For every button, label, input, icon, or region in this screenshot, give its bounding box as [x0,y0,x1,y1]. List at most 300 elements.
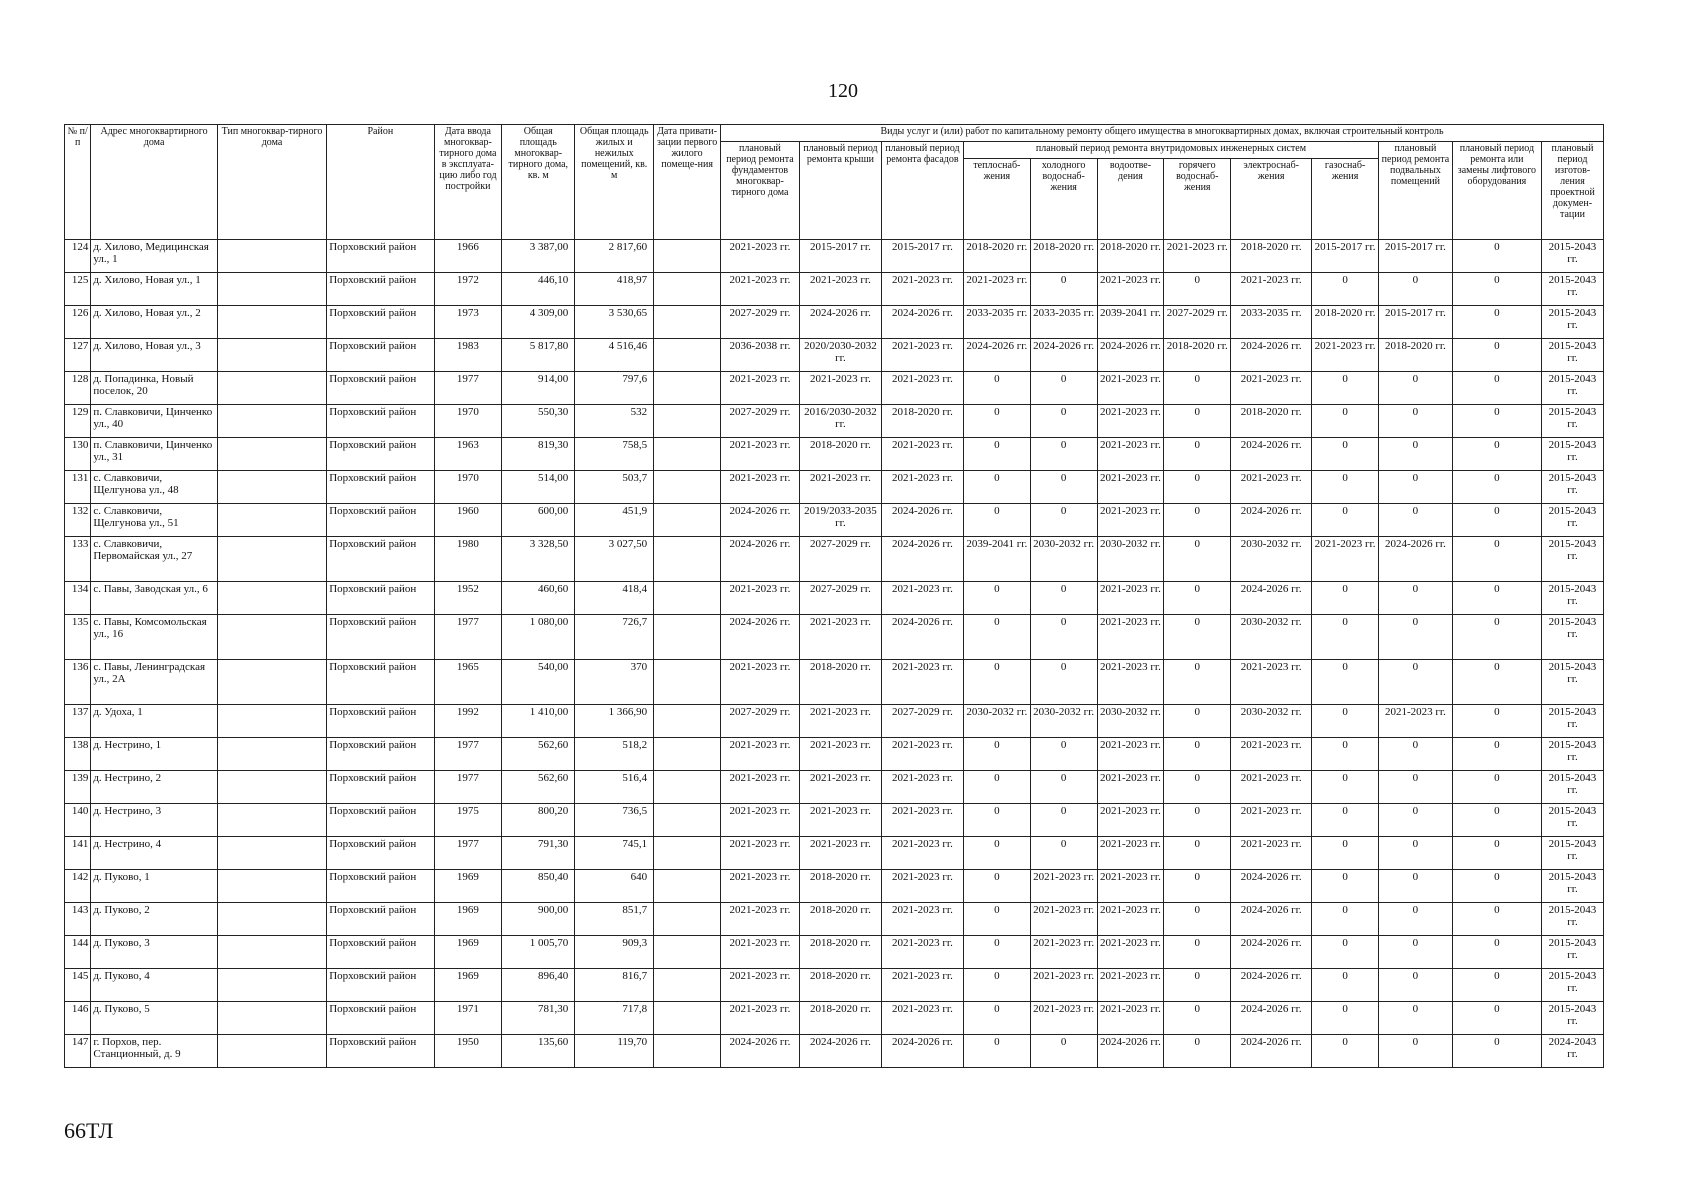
cell-design-docs: 2015-2043 гг. [1541,804,1603,837]
cell-sewerage: 2024-2026 гг. [1097,1035,1164,1068]
cell-address: д. Пуково, 2 [91,903,218,936]
cell-facade: 2021-2023 гг. [881,273,963,306]
cell-year: 1977 [434,738,502,771]
cell-living-area: 3 530,65 [575,306,654,339]
cell-cold-water: 0 [1030,837,1097,870]
cell-privatization [654,969,721,1002]
cell-cold-water: 0 [1030,738,1097,771]
cell-num: 144 [65,936,91,969]
cell-living-area: 816,7 [575,969,654,1002]
cell-privatization [654,405,721,438]
cell-year: 1972 [434,273,502,306]
cell-num: 138 [65,738,91,771]
cell-facade: 2021-2023 гг. [881,804,963,837]
cell-design-docs: 2015-2043 гг. [1541,738,1603,771]
cell-cold-water: 2021-2023 гг. [1030,969,1097,1002]
cell-roof: 2021-2023 гг. [799,615,881,660]
cell-num: 140 [65,804,91,837]
cell-living-area: 851,7 [575,903,654,936]
cell-total-area: 900,00 [502,903,575,936]
cell-total-area: 562,60 [502,771,575,804]
cell-privatization [654,804,721,837]
table-row [65,504,1604,537]
cell-gas: 0 [1312,471,1379,504]
cell-basement: 0 [1378,615,1452,660]
cell-heating: 0 [963,504,1030,537]
header-address: Адрес многоквартирного дома [91,125,218,240]
cell-district: Порховский район [327,969,434,1002]
cell-basement: 0 [1378,660,1452,705]
cell-hot-water: 0 [1164,615,1231,660]
cell-foundation: 2021-2023 гг. [720,771,799,804]
cell-district: Порховский район [327,438,434,471]
cell-heating: 0 [963,837,1030,870]
cell-gas: 0 [1312,903,1379,936]
cell-year: 1970 [434,471,502,504]
table-row [65,969,1604,1002]
cell-house-type [217,870,326,903]
cell-design-docs: 2015-2043 гг. [1541,339,1603,372]
cell-elevator: 0 [1452,870,1541,903]
cell-hot-water: 0 [1164,771,1231,804]
cell-facade: 2021-2023 гг. [881,837,963,870]
cell-foundation: 2021-2023 гг. [720,660,799,705]
cell-roof: 2018-2020 гг. [799,969,881,1002]
cell-privatization [654,903,721,936]
cell-address: с. Павы, Комсомольская ул., 16 [91,615,218,660]
cell-electricity: 2024-2026 гг. [1231,504,1312,537]
cell-facade: 2027-2029 гг. [881,705,963,738]
cell-foundation: 2027-2029 гг. [720,306,799,339]
cell-electricity: 2024-2026 гг. [1231,936,1312,969]
cell-living-area: 1 366,90 [575,705,654,738]
cell-heating: 0 [963,582,1030,615]
cell-num: 145 [65,969,91,1002]
cell-basement: 2024-2026 гг. [1378,537,1452,582]
header-total-area: Общая площадь многоквар-тирного дома, кв. м [502,125,575,240]
cell-basement: 0 [1378,969,1452,1002]
cell-privatization [654,339,721,372]
cell-num: 136 [65,660,91,705]
table-row [65,870,1604,903]
cell-hot-water: 0 [1164,504,1231,537]
cell-sewerage: 2021-2023 гг. [1097,471,1164,504]
cell-facade: 2024-2026 гг. [881,1035,963,1068]
cell-num: 126 [65,306,91,339]
cell-roof: 2015-2017 гг. [799,240,881,273]
cell-address: с. Павы, Ленинградская ул., 2А [91,660,218,705]
header-facade: плановый период ремонта фасадов [881,142,963,240]
footer-code: 66ТЛ [64,1118,114,1143]
cell-basement: 0 [1378,471,1452,504]
cell-num: 146 [65,1002,91,1035]
table-row [65,936,1604,969]
cell-year: 1983 [434,339,502,372]
cell-heating: 0 [963,471,1030,504]
cell-roof: 2020/2030-2032 гг. [799,339,881,372]
table-row [65,306,1604,339]
cell-total-area: 4 309,00 [502,306,575,339]
cell-district: Порховский район [327,339,434,372]
cell-cold-water: 0 [1030,660,1097,705]
cell-gas: 0 [1312,936,1379,969]
cell-facade: 2021-2023 гг. [881,372,963,405]
cell-address: д. Нестрино, 3 [91,804,218,837]
cell-total-area: 1 005,70 [502,936,575,969]
cell-foundation: 2021-2023 гг. [720,870,799,903]
cell-electricity: 2021-2023 гг. [1231,771,1312,804]
cell-elevator: 0 [1452,582,1541,615]
cell-privatization [654,936,721,969]
cell-living-area: 640 [575,870,654,903]
cell-year: 1975 [434,804,502,837]
cell-house-type [217,969,326,1002]
cell-num: 132 [65,504,91,537]
cell-house-type [217,471,326,504]
cell-gas: 2018-2020 гг. [1312,306,1379,339]
header-heating: теплоснаб-жения [963,159,1030,240]
cell-num: 134 [65,582,91,615]
cell-privatization [654,1035,721,1068]
cell-foundation: 2021-2023 гг. [720,240,799,273]
cell-facade: 2021-2023 гг. [881,660,963,705]
cell-total-area: 914,00 [502,372,575,405]
cell-heating: 2039-2041 гг. [963,537,1030,582]
cell-living-area: 119,70 [575,1035,654,1068]
table-body [65,240,1604,1068]
cell-house-type [217,273,326,306]
cell-elevator: 0 [1452,771,1541,804]
cell-heating: 2030-2032 гг. [963,705,1030,738]
cell-cold-water: 2030-2032 гг. [1030,705,1097,738]
cell-num: 128 [65,372,91,405]
cell-total-area: 460,60 [502,582,575,615]
cell-hot-water: 0 [1164,438,1231,471]
cell-facade: 2024-2026 гг. [881,615,963,660]
cell-heating: 0 [963,969,1030,1002]
cell-roof: 2021-2023 гг. [799,771,881,804]
cell-house-type [217,582,326,615]
cell-hot-water: 0 [1164,870,1231,903]
cell-privatization [654,1002,721,1035]
cell-sewerage: 2021-2023 гг. [1097,504,1164,537]
cell-facade: 2021-2023 гг. [881,936,963,969]
cell-facade: 2021-2023 гг. [881,339,963,372]
cell-year: 1952 [434,582,502,615]
cell-elevator: 0 [1452,804,1541,837]
cell-electricity: 2024-2026 гг. [1231,582,1312,615]
cell-cold-water: 0 [1030,771,1097,804]
cell-gas: 0 [1312,372,1379,405]
cell-num: 125 [65,273,91,306]
table-row [65,405,1604,438]
cell-total-area: 550,30 [502,405,575,438]
header-cold-water: холодного водоснаб-жения [1030,159,1097,240]
cell-cold-water: 2018-2020 гг. [1030,240,1097,273]
cell-privatization [654,504,721,537]
cell-sewerage: 2030-2032 гг. [1097,705,1164,738]
cell-facade: 2024-2026 гг. [881,537,963,582]
cell-num: 124 [65,240,91,273]
cell-address: д. Пуково, 1 [91,870,218,903]
cell-gas: 0 [1312,804,1379,837]
cell-electricity: 2024-2026 гг. [1231,1002,1312,1035]
cell-electricity: 2033-2035 гг. [1231,306,1312,339]
cell-heating: 0 [963,405,1030,438]
cell-electricity: 2030-2032 гг. [1231,615,1312,660]
cell-foundation: 2027-2029 гг. [720,405,799,438]
cell-cold-water: 0 [1030,471,1097,504]
cell-design-docs: 2015-2043 гг. [1541,936,1603,969]
table-row [65,339,1604,372]
cell-foundation: 2024-2026 гг. [720,615,799,660]
cell-foundation: 2021-2023 гг. [720,804,799,837]
cell-sewerage: 2039-2041 гг. [1097,306,1164,339]
cell-house-type [217,339,326,372]
cell-roof: 2021-2023 гг. [799,804,881,837]
cell-sewerage: 2021-2023 гг. [1097,771,1164,804]
cell-house-type [217,372,326,405]
cell-gas: 0 [1312,273,1379,306]
cell-district: Порховский район [327,240,434,273]
cell-basement: 0 [1378,405,1452,438]
cell-foundation: 2021-2023 гг. [720,582,799,615]
cell-total-area: 600,00 [502,504,575,537]
cell-sewerage: 2021-2023 гг. [1097,372,1164,405]
cell-year: 1960 [434,504,502,537]
cell-living-area: 370 [575,660,654,705]
cell-design-docs: 2015-2043 гг. [1541,471,1603,504]
cell-sewerage: 2030-2032 гг. [1097,537,1164,582]
cell-num: 141 [65,837,91,870]
cell-gas: 0 [1312,504,1379,537]
cell-sewerage: 2018-2020 гг. [1097,240,1164,273]
header-foundation: плановый период ремонта фундаментов многоквар-тирного дома [720,142,799,240]
cell-house-type [217,1035,326,1068]
cell-heating: 0 [963,1035,1030,1068]
cell-year: 1969 [434,969,502,1002]
cell-living-area: 418,97 [575,273,654,306]
cell-hot-water: 0 [1164,804,1231,837]
cell-num: 131 [65,471,91,504]
cell-design-docs: 2015-2043 гг. [1541,660,1603,705]
cell-foundation: 2021-2023 гг. [720,273,799,306]
table-row [65,273,1604,306]
cell-cold-water: 0 [1030,438,1097,471]
cell-roof: 2019/2033-2035 гг. [799,504,881,537]
cell-cold-water: 0 [1030,804,1097,837]
cell-privatization [654,372,721,405]
cell-district: Порховский район [327,705,434,738]
cell-facade: 2015-2017 гг. [881,240,963,273]
cell-total-area: 135,60 [502,1035,575,1068]
cell-hot-water: 0 [1164,936,1231,969]
cell-district: Порховский район [327,771,434,804]
cell-living-area: 726,7 [575,615,654,660]
cell-hot-water: 0 [1164,537,1231,582]
cell-elevator: 0 [1452,240,1541,273]
cell-address: д. Попадинка, Новый поселок, 20 [91,372,218,405]
cell-roof: 2018-2020 гг. [799,660,881,705]
cell-num: 139 [65,771,91,804]
page-number: 120 [828,80,858,102]
table-row [65,771,1604,804]
cell-living-area: 518,2 [575,738,654,771]
header-works-group: Виды услуг и (или) работ по капитальному ремонту общего имущества в многоквартирных домах, включая строительный контроль [720,125,1603,142]
cell-sewerage: 2021-2023 гг. [1097,1002,1164,1035]
cell-privatization [654,771,721,804]
cell-basement: 0 [1378,504,1452,537]
header-living-area: Общая площадь жилых и нежилых помещений, кв. м [575,125,654,240]
cell-cold-water: 2033-2035 гг. [1030,306,1097,339]
cell-design-docs: 2015-2043 гг. [1541,969,1603,1002]
cell-foundation: 2021-2023 гг. [720,372,799,405]
cell-sewerage: 2021-2023 гг. [1097,438,1164,471]
cell-hot-water: 0 [1164,582,1231,615]
table-row [65,804,1604,837]
cell-foundation: 2021-2023 гг. [720,936,799,969]
table-row [65,1035,1604,1068]
cell-living-area: 797,6 [575,372,654,405]
cell-design-docs: 2015-2043 гг. [1541,405,1603,438]
cell-gas: 0 [1312,969,1379,1002]
cell-hot-water: 0 [1164,903,1231,936]
cell-district: Порховский район [327,660,434,705]
cell-cold-water: 2021-2023 гг. [1030,870,1097,903]
cell-cold-water: 2021-2023 гг. [1030,1002,1097,1035]
cell-foundation: 2021-2023 гг. [720,903,799,936]
cell-total-area: 896,40 [502,969,575,1002]
cell-cold-water: 2030-2032 гг. [1030,537,1097,582]
cell-roof: 2021-2023 гг. [799,738,881,771]
cell-sewerage: 2021-2023 гг. [1097,969,1164,1002]
cell-total-area: 446,10 [502,273,575,306]
cell-sewerage: 2021-2023 гг. [1097,273,1164,306]
cell-total-area: 3 387,00 [502,240,575,273]
cell-foundation: 2024-2026 гг. [720,504,799,537]
cell-year: 1965 [434,660,502,705]
cell-heating: 0 [963,660,1030,705]
cell-roof: 2016/2030-2032 гг. [799,405,881,438]
cell-roof: 2021-2023 гг. [799,705,881,738]
cell-heating: 0 [963,372,1030,405]
cell-foundation: 2021-2023 гг. [720,738,799,771]
cell-living-area: 3 027,50 [575,537,654,582]
cell-living-area: 717,8 [575,1002,654,1035]
cell-roof: 2027-2029 гг. [799,582,881,615]
cell-cold-water: 2024-2026 гг. [1030,339,1097,372]
cell-foundation: 2027-2029 гг. [720,705,799,738]
cell-privatization [654,306,721,339]
cell-district: Порховский район [327,615,434,660]
cell-heating: 0 [963,438,1030,471]
cell-year: 1963 [434,438,502,471]
cell-electricity: 2024-2026 гг. [1231,438,1312,471]
header-house-type: Тип многоквар-тирного дома [217,125,326,240]
cell-sewerage: 2021-2023 гг. [1097,804,1164,837]
cell-gas: 0 [1312,615,1379,660]
cell-hot-water: 0 [1164,372,1231,405]
cell-elevator: 0 [1452,969,1541,1002]
cell-basement: 2021-2023 гг. [1378,705,1452,738]
cell-elevator: 0 [1452,471,1541,504]
cell-electricity: 2024-2026 гг. [1231,870,1312,903]
cell-basement: 2015-2017 гг. [1378,240,1452,273]
cell-heating: 0 [963,804,1030,837]
cell-facade: 2021-2023 гг. [881,771,963,804]
cell-year: 1971 [434,1002,502,1035]
cell-elevator: 0 [1452,372,1541,405]
cell-district: Порховский район [327,1035,434,1068]
cell-hot-water: 0 [1164,1035,1231,1068]
cell-sewerage: 2021-2023 гг. [1097,837,1164,870]
cell-num: 129 [65,405,91,438]
cell-house-type [217,738,326,771]
cell-house-type [217,240,326,273]
cell-electricity: 2021-2023 гг. [1231,804,1312,837]
cell-district: Порховский район [327,582,434,615]
cell-design-docs: 2015-2043 гг. [1541,582,1603,615]
cell-address: с. Павы, Заводская ул., 6 [91,582,218,615]
cell-design-docs: 2015-2043 гг. [1541,870,1603,903]
cell-facade: 2021-2023 гг. [881,870,963,903]
cell-house-type [217,903,326,936]
cell-design-docs: 2024-2043 гг. [1541,1035,1603,1068]
cell-gas: 0 [1312,660,1379,705]
header-commissioning: Дата ввода многоквар-тирного дома в эксплуата-цию либо год постройки [434,125,502,240]
table-row [65,660,1604,705]
cell-year: 1977 [434,615,502,660]
cell-elevator: 0 [1452,660,1541,705]
cell-house-type [217,804,326,837]
cell-living-area: 516,4 [575,771,654,804]
cell-heating: 2024-2026 гг. [963,339,1030,372]
cell-address: с. Славковичи, Щелгунова ул., 48 [91,471,218,504]
cell-address: д. Нестрино, 2 [91,771,218,804]
cell-facade: 2024-2026 гг. [881,504,963,537]
cell-house-type [217,504,326,537]
cell-privatization [654,582,721,615]
cell-facade: 2021-2023 гг. [881,1002,963,1035]
cell-district: Порховский район [327,306,434,339]
cell-house-type [217,771,326,804]
cell-design-docs: 2015-2043 гг. [1541,273,1603,306]
cell-roof: 2021-2023 гг. [799,837,881,870]
cell-roof: 2024-2026 гг. [799,1035,881,1068]
cell-gas: 0 [1312,837,1379,870]
cell-privatization [654,537,721,582]
cell-cold-water: 0 [1030,273,1097,306]
cell-foundation: 2024-2026 гг. [720,537,799,582]
cell-roof: 2027-2029 гг. [799,537,881,582]
cell-electricity: 2030-2032 гг. [1231,705,1312,738]
cell-hot-water: 0 [1164,273,1231,306]
cell-year: 1977 [434,372,502,405]
cell-cold-water: 0 [1030,615,1097,660]
cell-address: д. Хилово, Новая ул., 3 [91,339,218,372]
table-row [65,837,1604,870]
cell-design-docs: 2015-2043 гг. [1541,240,1603,273]
cell-electricity: 2030-2032 гг. [1231,537,1312,582]
cell-year: 1969 [434,936,502,969]
cell-num: 143 [65,903,91,936]
cell-gas: 0 [1312,1002,1379,1035]
cell-heating: 0 [963,1002,1030,1035]
cell-living-area: 745,1 [575,837,654,870]
cell-heating: 0 [963,870,1030,903]
cell-house-type [217,1002,326,1035]
cell-foundation: 2036-2038 гг. [720,339,799,372]
